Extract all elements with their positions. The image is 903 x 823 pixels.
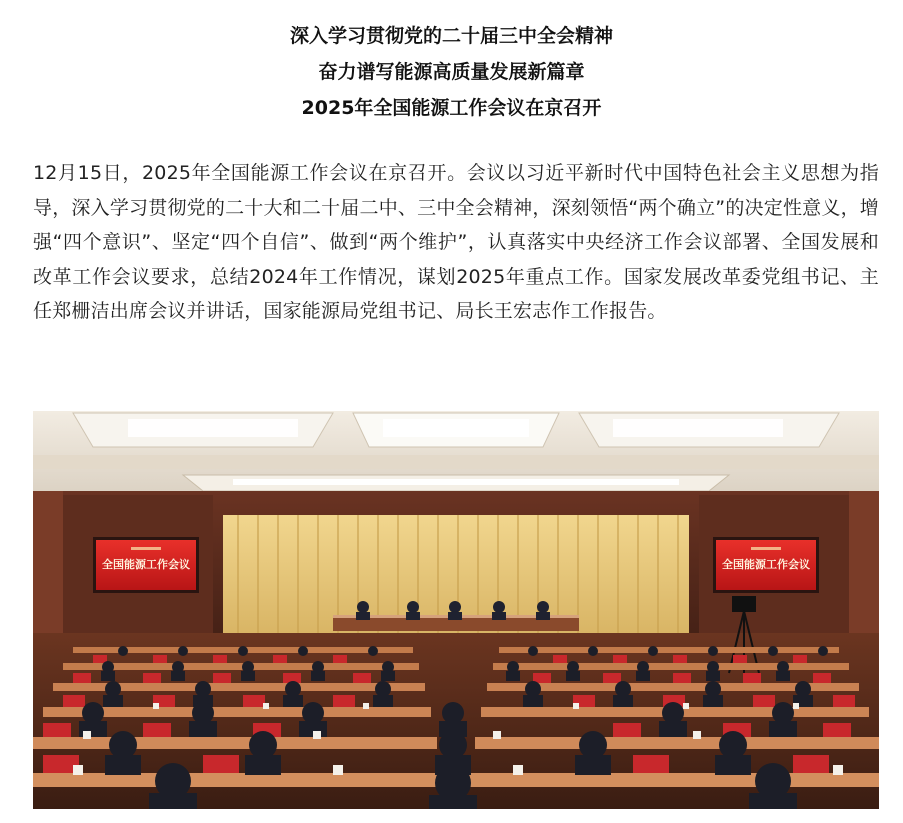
left-screen [93, 537, 199, 593]
headline-line-2: 奋力谱写能源高质量发展新篇章 [318, 61, 585, 83]
headline-line-1: 深入学习贯彻党的二十届三中全会精神 [289, 25, 613, 47]
right-screen [713, 537, 819, 593]
conference-photo [33, 411, 879, 809]
article-paragraph: 12月15日，2025年全国能源工作会议在京召开。会议以习近平新时代中国特色社会主义思想为指导，深入学习贯彻党的二十大和二十届二中、三中全会精神，深刻领悟“两个确立”的决定性意义，增强“四个意识”、坚定“四个自信”、做到“两个维护”，认真落实中央经济工作会议部署、全国发展和改革工作会议要求，总结2024年工作情况，谋划2025年重点工作。国家发展改革委党组书记、主任郑栅洁出席会议并讲话，国家能源局党组书记、局长王宏志作工作报告。 [33, 162, 879, 322]
right-screen-title: 全国能源工作会议 [722, 558, 810, 571]
left-screen-title: 全国能源工作会议 [102, 558, 190, 571]
headline-line-3: 2025年全国能源工作会议在京召开 [301, 97, 602, 119]
article-headline [0, 18, 903, 126]
